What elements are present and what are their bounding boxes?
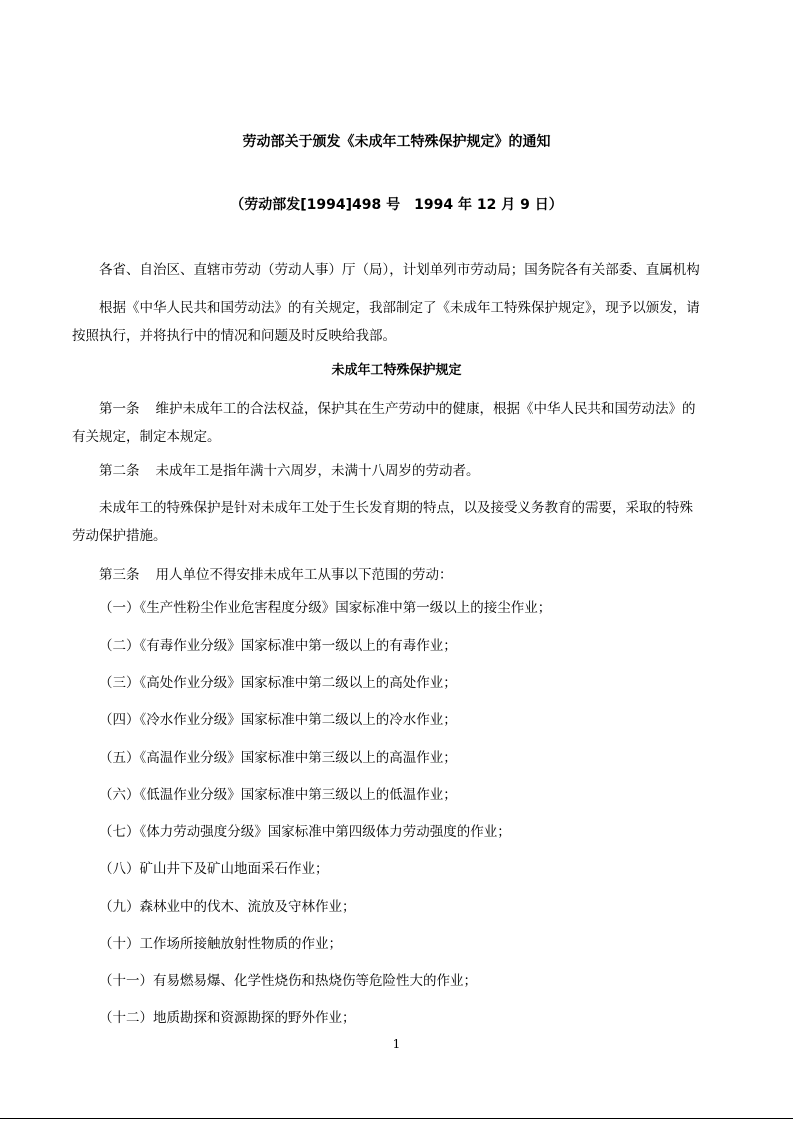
list-item: （十一）有易燃易爆、化学性烧伤和热烧伤等危险性大的作业；: [99, 973, 477, 989]
page-bottom-rule: [0, 1118, 793, 1119]
list-item: （四）《冷水作业分级》国家标准中第二级以上的冷水作业；: [99, 712, 457, 728]
article-2-text: 未成年工是指年满十六周岁，未满十八周岁的劳动者。: [155, 463, 480, 479]
document-title: 劳动部关于颁发《未成年工特殊保护规定》的通知: [242, 134, 551, 150]
intro-paragraph: [72, 294, 722, 350]
addressee-text: 各省、自治区、直辖市劳动（劳动人事）厅（局），计划单列市劳动局；国务院各有关部委、直属机构: [99, 262, 700, 278]
list-item: （一）《生产性粉尘作业危害程度分级》国家标准中第一级以上的接尘作业；: [99, 600, 552, 616]
list-item: （八）矿山井下及矿山地面采石作业；: [99, 861, 329, 877]
article-2: [72, 457, 722, 485]
article-2-para-line-1: 未成年工的特殊保护是针对未成年工处于生长发育期的特点，以及接受义务教育的需要，采取的特殊: [99, 500, 693, 516]
intro-line-1: 根据《中华人民共和国劳动法》的有关规定，我部制定了《未成年工特殊保护规定》，现予以颁发，请: [99, 300, 700, 316]
section-title: 未成年工特殊保护规定: [331, 363, 462, 378]
page-number: 1: [392, 1037, 401, 1051]
article-1-label: 第一条: [99, 401, 140, 417]
article-2-label: 第二条: [99, 463, 140, 479]
issue-info: （劳动部发[1994]498 号 1994 年 12 月 9 日）: [230, 197, 563, 213]
list-item: （十）工作场所接触放射性物质的作业；: [99, 936, 342, 952]
article-3-label: 第三条: [99, 567, 140, 583]
article-3: [72, 561, 722, 589]
article-1: [72, 395, 722, 451]
article-1-line-1: 维护未成年工的合法权益，保护其在生产劳动中的健康，根据《中华人民共和国劳动法》的: [155, 401, 696, 417]
list-item: （十二）地质勘探和资源勘探的野外作业；: [99, 1010, 356, 1026]
intro-line-2: 按照执行，并将执行中的情况和问题及时反映给我部。: [72, 328, 396, 344]
list-item: （七）《体力劳动强度分级》国家标准中第四级体力劳动强度的作业；: [99, 824, 511, 840]
list-item: （九）森林业中的伐木、流放及守林作业；: [99, 899, 356, 915]
article-2-paragraph: [72, 494, 722, 550]
article-2-para-line-2: 劳动保护措施。: [72, 528, 167, 544]
addressee-paragraph: [72, 256, 722, 284]
list-item: （二）《有毒作业分级》国家标准中第一级以上的有毒作业；: [99, 638, 457, 654]
list-item: （三）《高处作业分级》国家标准中第二级以上的高处作业；: [99, 675, 457, 691]
article-1-line-2: 有关规定，制定本规定。: [72, 429, 221, 445]
list-item: （五）《高温作业分级》国家标准中第三级以上的高温作业；: [99, 750, 457, 766]
article-3-text: 用人单位不得安排未成年工从事以下范围的劳动：: [155, 567, 453, 583]
list-item: （六）《低温作业分级》国家标准中第三级以上的低温作业；: [99, 787, 457, 803]
